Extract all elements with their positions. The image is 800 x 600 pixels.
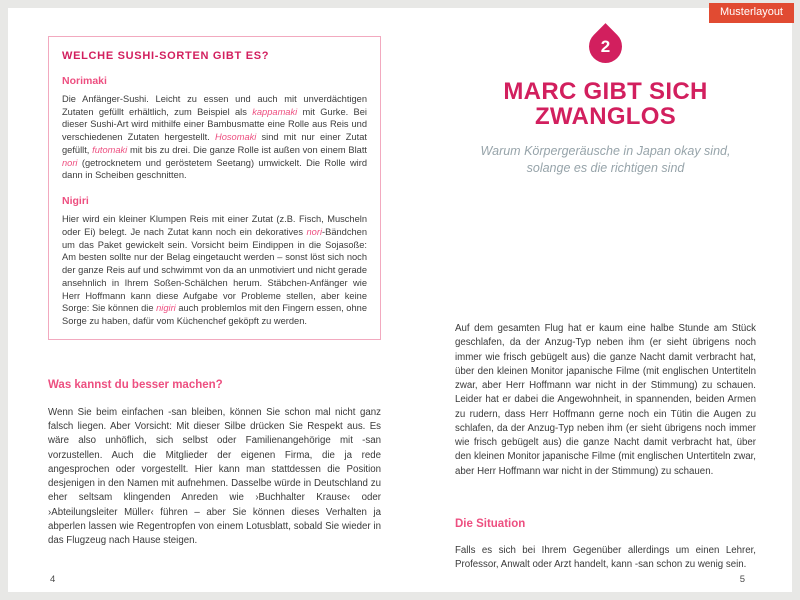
drop-icon xyxy=(582,23,629,70)
infobox-heading-nigiri: Nigiri xyxy=(62,195,89,208)
infobox-title: WELCHE SUSHI-SORTEN GIBT ES? xyxy=(62,50,270,62)
infobox-paragraph-norimaki: Die Anfänger-Sushi. Leicht zu essen und auch mit unverdächtigen Zutaten gefüllt erhältlich, zum Beispiel als kappamaki mit Gurke. Bei dieser Sushi-Art wird mithilfe einer Bambusmatte eine Rolle aus Reis und verschiedenen Zutaten hergestellt. Hosomaki sind mit nur einer Zutat gefüllt, futomaki mit bis zu drei. Die ganze Rolle ist außen von einem Blatt nori (getrocknetem und geröstetem Seetang) umwickelt. Die Rolle wird dann in Scheiben geschnitten. xyxy=(62,94,367,181)
chapter-header xyxy=(455,30,756,177)
left-page xyxy=(48,36,381,548)
section-heading-besser-machen: Was kannst du besser machen? xyxy=(48,378,223,391)
chapter-body-paragraph: Auf dem gesamten Flug hat er kaum eine halbe Stunde am Stück geschlafen, da der Anzug-Typ neben ihm (er sieht übrigens noch immer wie frisch gebügelt aus) die ganze Nacht damit verbracht hat, über den kleinen Monitor japanische Filme (mit englischen Untertiteln zwar, aber Herr Hoffmann war nicht in der Stimmung) zu schauen. Leider hat er dabei die Angewohnheit, in spannenden, beiden Armen zu rudern, dass Herr Hoffmann gerne noch ein Tütin die Augen zu schlafen, da der Anzug-Typ neben ihm (er sieht übrigens noch immer wie frisch gebügelt aus) die ganze Nacht damit verbracht hat, über den kleinen Monitor japanische Filme (mit englischen Untertiteln zwar, aber Herr Hoffmann war nicht in der Stimmung) zu schauen. xyxy=(455,323,756,477)
musterlayout-badge: Musterlayout xyxy=(709,3,794,23)
chapter-title xyxy=(455,80,756,130)
chapter-title-line-2: ZWANGLOS xyxy=(534,102,677,130)
chapter-title-line-1: MARC GIBT SICH xyxy=(503,78,708,105)
page-number-right: 5 xyxy=(739,574,745,585)
infobox-heading-norimaki: Norimaki xyxy=(62,75,107,87)
page-spread xyxy=(8,8,792,592)
infobox-section-norimaki xyxy=(62,75,367,182)
infobox-paragraph-nigiri: Hier wird ein kleiner Klumpen Reis mit einer Zutat (z.B. Fisch, Muscheln oder Ei) belegt. Je nach Zutat kann noch ein dekoratives nori-Bändchen um das Paket gewickelt sein. Vorsicht beim Eindippen in die Sojasoße: Am besten sollte nur der Belag eingetaucht werden – sonst löst sich noch der ganze Reis auf und schwimmt von da an unmotiviert und nicht gerade ansehnlich in Ihrem Soßen-Schälchen herum. Stäbchen-Anfänger wie Herr Hoffmann kann diese Aufgabe vor Probleme stellen, aber keine Sorge: Sie können die nigiri auch problemlos mit den Fingern essen, ohne Sorge zu haben, dafür vom Küchenchef geköpft zu werden. xyxy=(62,214,367,327)
right-page xyxy=(455,30,756,570)
infobox-section-nigiri xyxy=(62,195,367,328)
page-number-left: 4 xyxy=(50,574,56,585)
situation-paragraph: Falls es sich bei Ihrem Gegenüber allerdings um einen Lehrer, Professor, Anwalt oder Arzt handelt, kann -san schon zu wenig sein. xyxy=(455,545,756,571)
chapter-subtitle: Warum Körpergeräusche in Japan okay sind, solange es die richtigen sind xyxy=(480,143,731,176)
sushi-infobox xyxy=(48,36,381,340)
section-paragraph-besser-machen: Wenn Sie beim einfachen -san bleiben, können Sie schon mal nicht ganz falsch liegen. Aber Vorsicht: Mit dieser Silbe drücken Sie Respekt aus. Es wäre also unhöflich, sich selbst oder Familienangehörige mit -san vorzustellen. Auch die Mitglieder der eigenen Firma, die ja rede angesprochen oder vorgestellt. Hier kann man stattdessen die Position desjenigen in den Namen mit aufnehmen. Dasselbe würde in Deutschland zu eher seltsam klingenden Anreden wie ›Buchhalter Krause‹ oder ›Abteilungsleiter Müller‹ führen – aber Sie können dieses Verhalten ja abperlen lassen wie Regentropfen von einem Lotusblatt, sobald Sie wieder in das Flugzeug nach Hause steigen. xyxy=(48,406,381,546)
chapter-number: 2 xyxy=(600,36,611,56)
section-heading-situation: Die Situation xyxy=(455,518,526,530)
